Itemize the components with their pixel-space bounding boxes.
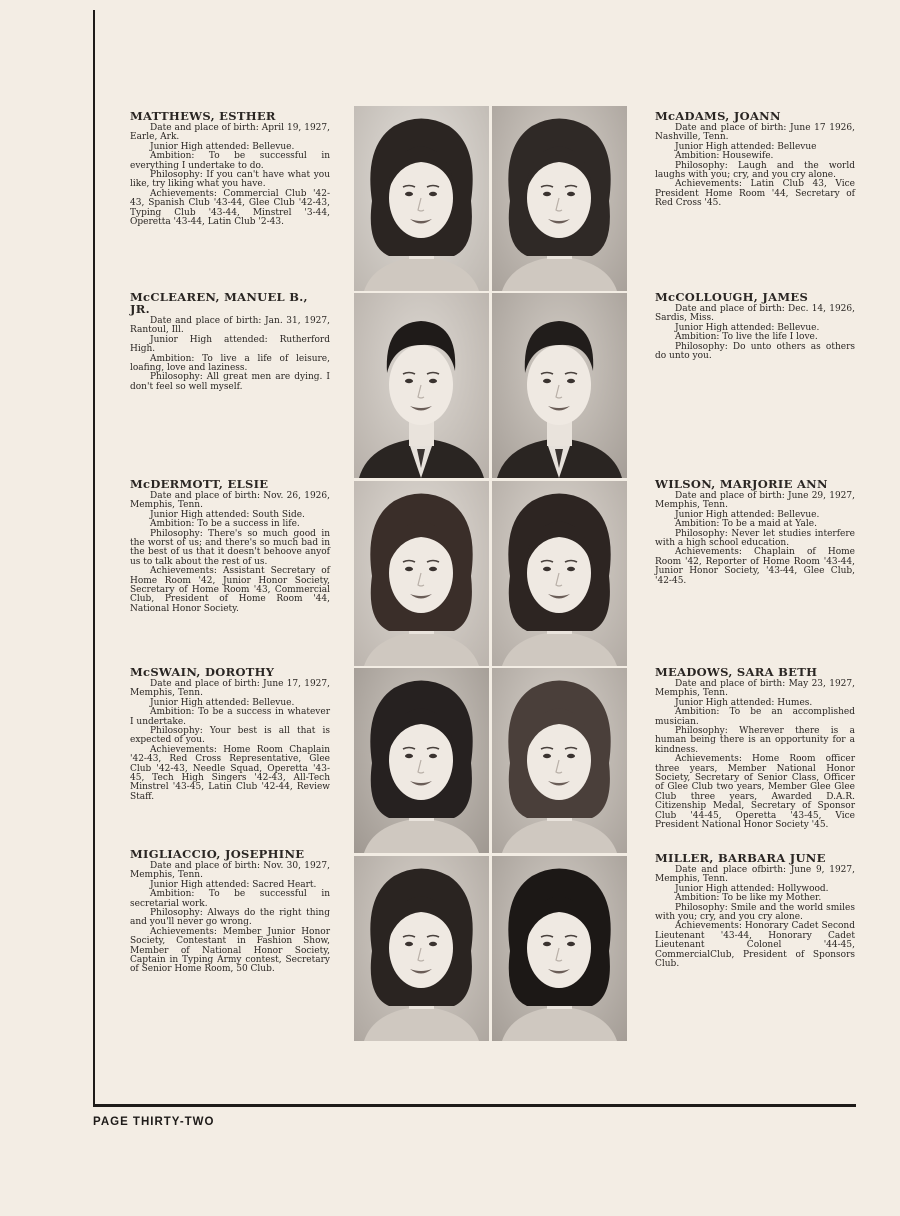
- student-entry-meadows: [655, 666, 855, 831]
- student-junior-high: Junior High attended: Sacred Heart.: [150, 879, 317, 890]
- portrait-photo-mcclearen: [354, 293, 489, 478]
- portrait-photo-meadows: [492, 668, 627, 853]
- student-entry-mcswain: [130, 666, 330, 802]
- student-birth: Date and place of birth: June 17 1926, Nashville, Tenn.: [655, 123, 855, 143]
- student-entry-mcdermott: [130, 478, 330, 614]
- portrait-photo-mcadams: [492, 106, 627, 291]
- student-philosophy: Philosophy: There's so much good in the worst of us; and there's so much bad in the best of us that it doesn't behoove anyof us to talk about the rest of us.: [130, 528, 330, 567]
- portrait-photo-mcdermott: [354, 481, 489, 666]
- portrait-eye: [543, 379, 551, 383]
- student-junior-high: Junior High attended: Bellevue.: [675, 509, 820, 520]
- student-achievements: Achievements: Member Junior Honor Society, Contestant in Fashion Show, Member of National Honor Society, Captain in Typing Army contest, Secretary of Senior Home Room, 50 Club.: [130, 926, 330, 975]
- student-entry-migliaccio: [130, 848, 330, 975]
- student-achievements: Achievements: Home Room Chaplain '42-43, Red Cross Representative, Glee Club '42-43, Needle Squad, Operetta '43-45, Tech High Singers '42-43, All-Tech Minstrel '43-45, Latin Club '42-44, Review Staff.: [130, 744, 330, 802]
- student-birth: Date and place of birth: April 19, 1927, Earle, Ark.: [130, 123, 330, 143]
- student-philosophy: Philosophy: All great men are dying. I don't feel so well myself.: [130, 372, 330, 392]
- student-birth: Date and place of birth: Dec. 14, 1926, Sardis, Miss.: [655, 304, 855, 324]
- horizontal-rule: [93, 1104, 856, 1107]
- student-name: WILSON, MARJORIE ANN: [655, 477, 828, 491]
- portrait-shoulders: [364, 256, 479, 291]
- student-philosophy: Philosophy: Wherever there is a human being there is an opportunity for a kindness.: [655, 726, 855, 755]
- student-junior-high: Junior High attended: Humes.: [675, 697, 813, 708]
- portrait-shoulders: [364, 818, 479, 853]
- student-name: MIGLIACCIO, JOSEPHINE: [130, 847, 305, 861]
- student-achievements: Achievements: Latin Club 43, Vice President Home Room '44, Secretary of Red Cross '45.: [655, 179, 855, 209]
- student-philosophy: Philosophy: Your best is all that is expected of you.: [130, 726, 330, 746]
- portrait-photo-wilson: [492, 481, 627, 666]
- portrait-shoulders: [502, 256, 617, 291]
- student-birth: Date and place of birth: Jan. 31, 1927, Rantoul, Ill.: [130, 316, 330, 336]
- student-philosophy: Philosophy: Do unto others as others do unto you.: [655, 341, 855, 362]
- student-birth: Date and place of birth: May 23, 1927, Memphis, Tenn.: [655, 679, 855, 699]
- student-birth: Date and place of birth: Nov. 30, 1927, Memphis, Tenn.: [130, 861, 330, 881]
- portrait-eye: [567, 192, 575, 196]
- student-birth: Date and place of birth: June 17, 1927, Memphis, Tenn.: [130, 679, 330, 699]
- student-name: McCLEAREN, MANUEL B., JR.: [130, 290, 308, 316]
- student-ambition: Ambition: To be successful in secretarial work.: [130, 889, 330, 909]
- student-ambition: Ambition: To be an accomplished musician.: [655, 707, 855, 727]
- student-name: McSWAIN, DOROTHY: [130, 665, 275, 679]
- student-philosophy: Philosophy: Smile and the world smiles with you; cry, and you cry alone.: [655, 902, 855, 923]
- student-birth: Date and place ofbirth: June 9, 1927, Memphis, Tenn.: [655, 865, 855, 885]
- student-junior-high: Junior High attended: Hollywood.: [675, 883, 829, 894]
- portrait-eye: [543, 567, 551, 571]
- student-achievements: Achievements: Honorary Cadet Second Lieutenant '43-44, Honorary Cadet Lieutenant Colonel '44-45, CommercialClub, President of Sponsors Club.: [655, 921, 855, 970]
- student-achievements: Achievements: Chaplain of Home Room '42, Reporter of Home Room '43-44, Junior Honor Society, '43-44, Glee Club, '42-45.: [655, 547, 855, 586]
- student-ambition: Ambition: Housewife.: [675, 151, 774, 162]
- student-name: McADAMS, JOANN: [655, 109, 781, 123]
- portrait-eye: [405, 942, 413, 946]
- portrait-shoulders: [502, 1006, 617, 1041]
- portrait-photo-mccollough: [492, 293, 627, 478]
- student-birth: Date and place of birth: June 29, 1927, Memphis, Tenn.: [655, 491, 855, 511]
- student-ambition: Ambition: To be a success in whatever I undertake.: [130, 707, 330, 727]
- portrait-photo-mcswain: [354, 668, 489, 853]
- student-name: MEADOWS, SARA BETH: [655, 665, 818, 679]
- student-name: McDERMOTT, ELSIE: [130, 477, 269, 491]
- portrait-shoulders: [364, 1006, 479, 1041]
- student-birth: Date and place of birth: Nov. 26, 1926, Memphis, Tenn.: [130, 491, 330, 511]
- student-junior-high: Junior High attended: Bellevue.: [150, 697, 295, 708]
- portrait-eye: [405, 192, 413, 196]
- portrait-eye: [567, 379, 575, 383]
- portrait-shoulders: [502, 818, 617, 853]
- student-philosophy: Philosophy: If you can't have what you like, try liking what you have.: [130, 170, 330, 190]
- student-entry-mccollough: [655, 291, 855, 361]
- student-ambition: Ambition: To be a success in life.: [150, 519, 300, 530]
- portrait-photo-migliaccio: [354, 856, 489, 1041]
- portrait-eye: [543, 192, 551, 196]
- portrait-eye: [429, 379, 437, 383]
- student-name: MILLER, BARBARA JUNE: [655, 851, 826, 865]
- student-entry-matthews: [130, 110, 330, 227]
- portrait-eye: [543, 754, 551, 758]
- student-entry-miller: [655, 852, 855, 969]
- portrait-eye: [405, 379, 413, 383]
- student-junior-high: Junior High attended: South Side.: [150, 509, 305, 520]
- student-ambition: Ambition: To live the life I love.: [675, 332, 818, 343]
- student-junior-high: Junior High attended: Bellevue.: [675, 322, 820, 333]
- student-philosophy: Philosophy: Always do the right thing and you'll never go wrong.: [130, 908, 330, 928]
- portrait-eye: [429, 567, 437, 571]
- student-philosophy: Philosophy: Never let studies interfere with a high school education.: [655, 528, 855, 549]
- student-achievements: Achievements: Commercial Club '42-43, Spanish Club '43-44, Glee Club '42-43, Typing Club '43-44, Minstrel '3-44, Operetta '43-44, Latin Club '2-43.: [130, 188, 330, 228]
- portrait-eye: [405, 754, 413, 758]
- portrait-eye: [405, 567, 413, 571]
- student-junior-high: Junior High attended: Bellevue.: [150, 141, 295, 152]
- portrait-eye: [567, 942, 575, 946]
- student-name: MATTHEWS, ESTHER: [130, 109, 276, 123]
- student-entry-mcclearen: [130, 291, 330, 392]
- student-ambition: Ambition: To be successful in everything I undertake to do.: [130, 151, 330, 171]
- student-entry-mcadams: [655, 110, 855, 209]
- student-achievements: Achievements: Home Room officer three years, Member National Honor Society, Secretary of Senior Class, Officer of Glee Club two years, Member Glee Glee Club three years, Awarded D.A.R. Citizenship Medal, Secretary of Sponsor Club '44-45, Operetta '43-45, Vice President National Honor Society '45.: [655, 754, 855, 831]
- portrait-shoulders: [364, 631, 479, 666]
- student-ambition: Ambition: To live a life of leisure, loafing, love and laziness.: [130, 353, 330, 374]
- vertical-rule: [93, 10, 95, 1107]
- page-footer: PAGE THIRTY-TWO: [93, 1116, 215, 1128]
- portrait-eye: [429, 192, 437, 196]
- student-philosophy: Philosophy: Laugh and the world laughs with you; cry, and you cry alone.: [655, 160, 855, 181]
- student-junior-high: Junior High attended: Bellevue: [675, 141, 817, 152]
- student-ambition: Ambition: To be a maid at Yale.: [675, 519, 817, 530]
- student-junior-high: Junior High attended: Rutherford High.: [130, 334, 330, 355]
- portrait-eye: [429, 754, 437, 758]
- portrait-eye: [567, 567, 575, 571]
- student-name: McCOLLOUGH, JAMES: [655, 290, 809, 304]
- portrait-eye: [567, 754, 575, 758]
- portrait-photo-matthews: [354, 106, 489, 291]
- portrait-eye: [429, 942, 437, 946]
- portrait-eye: [543, 942, 551, 946]
- portrait-photo-miller: [492, 856, 627, 1041]
- student-achievements: Achievements: Assistant Secretary of Home Room '42, Junior Honor Society, Secretary of Home Room '43, Commercial Club, President of Home Room '44, National Honor Society.: [130, 566, 330, 614]
- student-ambition: Ambition: To be like my Mother.: [675, 893, 822, 904]
- portrait-shoulders: [502, 631, 617, 666]
- student-entry-wilson: [655, 478, 855, 586]
